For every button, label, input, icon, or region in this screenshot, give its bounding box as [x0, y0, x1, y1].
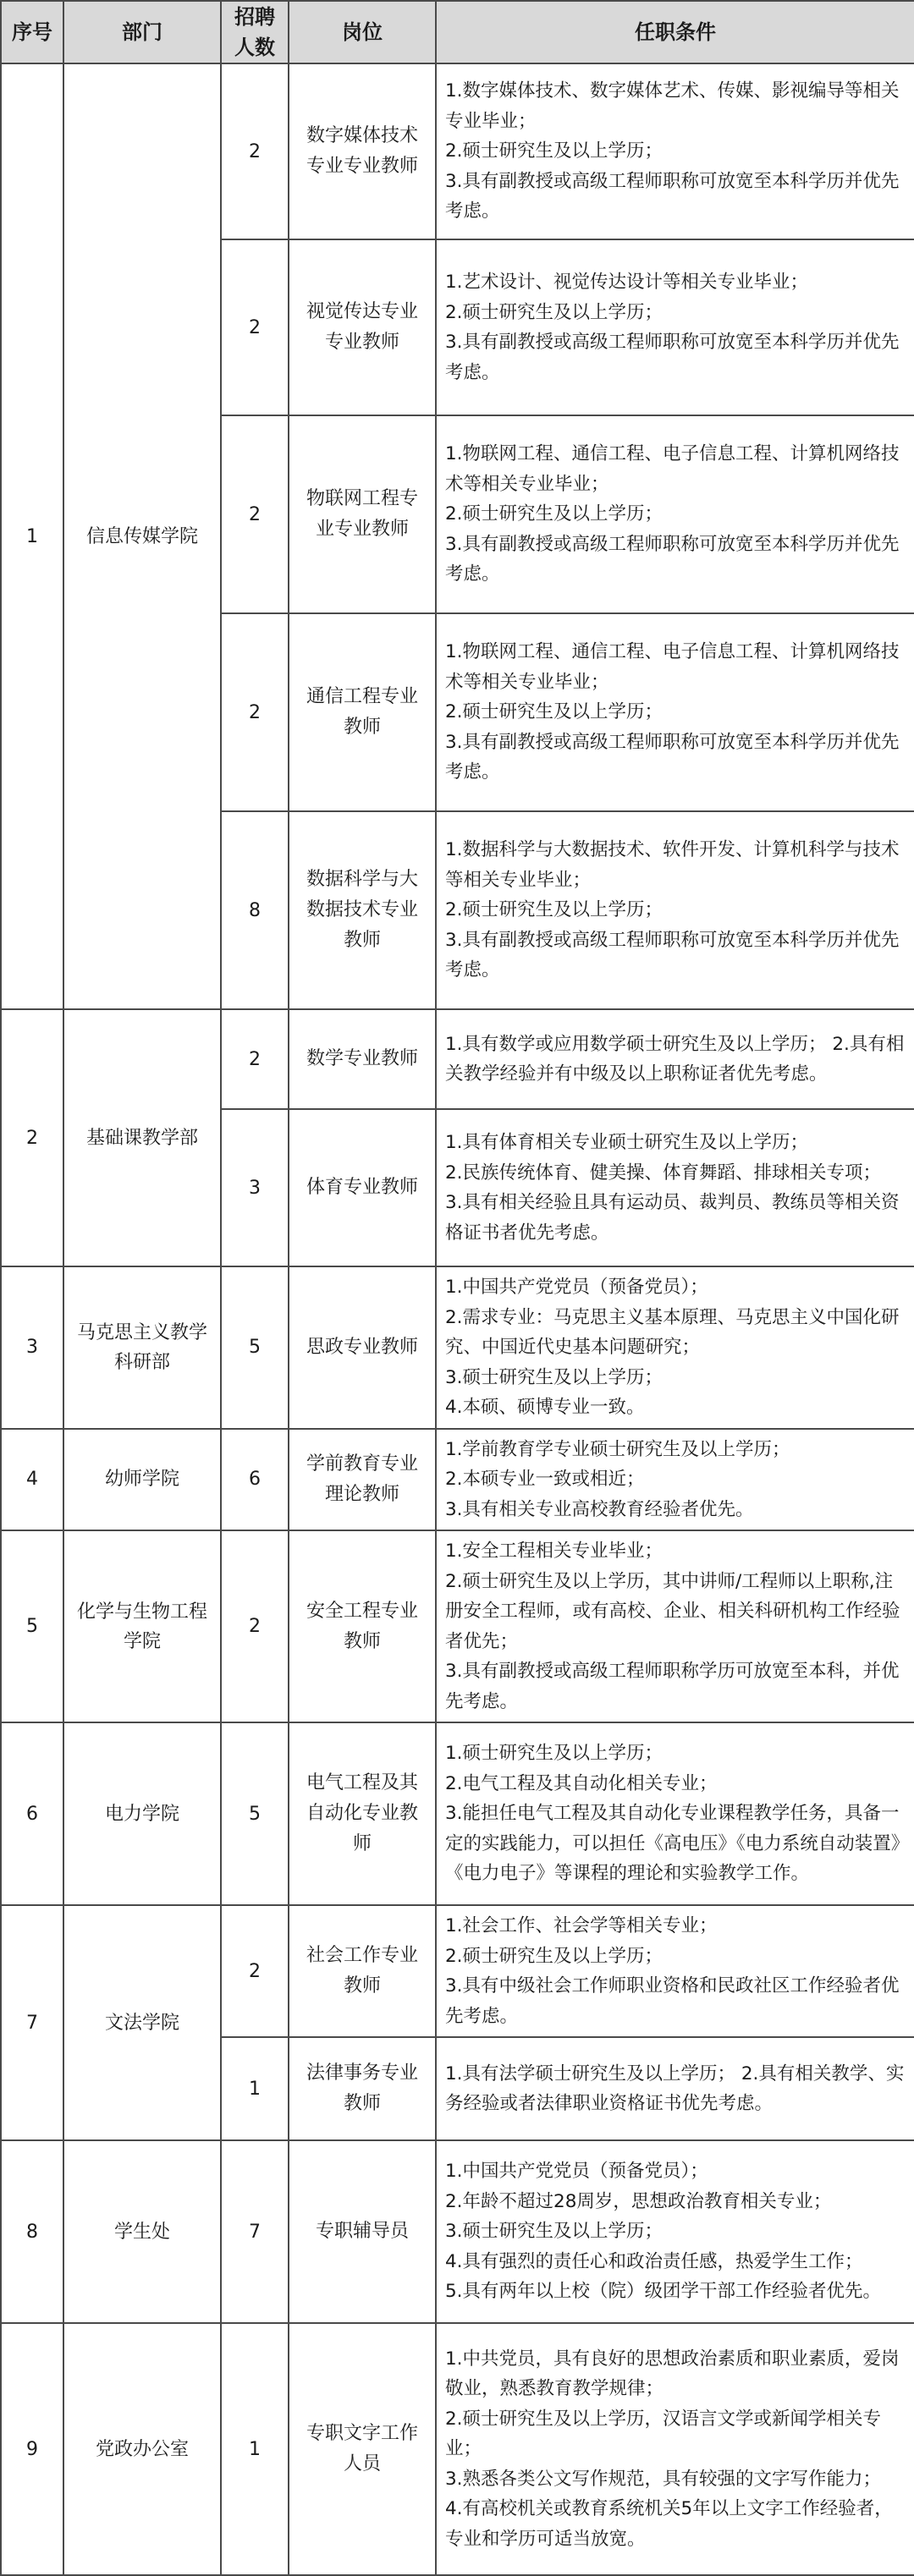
table-body	[1, 63, 914, 2575]
department-cell: 马克思主义教学科研部	[63, 1266, 221, 1429]
requirement-line: 1.具有数学或应用数学硕士研究生及以上学历； 2.具有相关教学经验并有中级及以上职称证者优先考虑。	[445, 1033, 905, 1085]
position-cell: 电气工程及其自动化专业教师	[289, 1722, 436, 1905]
requirement-line: 4.具有强烈的责任心和政治责任感，热爱学生工作；	[445, 2250, 863, 2272]
requirement-line: 1.中共党员，具有良好的思想政治素质和职业素质，爱岗敬业，熟悉教育教学规律；	[445, 2348, 900, 2400]
position-cell: 法律事务专业教师	[289, 2037, 436, 2140]
headcount-cell: 3	[221, 1109, 289, 1266]
requirement-line: 3.具有中级社会工作师职业资格和民政社区工作经验者优先考虑。	[445, 1975, 900, 2027]
requirement-line: 2.本硕专业一致或相近；	[445, 1469, 645, 1490]
requirement-line: 1.具有法学硕士研究生及以上学历； 2.具有相关教学、实务经验或者法律职业资格证书优先考虑。	[445, 2062, 905, 2114]
headcount-cell: 8	[221, 811, 289, 1009]
requirements-cell	[436, 1722, 914, 1905]
requirement-line: 1.具有体育相关专业硕士研究生及以上学历；	[445, 1132, 809, 1153]
position-cell: 数学专业教师	[289, 1009, 436, 1109]
table-row	[1, 1722, 914, 1905]
headcount-cell: 1	[221, 2323, 289, 2575]
requirement-line: 1.社会工作、社会学等相关专业；	[445, 1915, 718, 1936]
requirements-cell	[436, 1905, 914, 2037]
position-cell: 通信工程专业教师	[289, 613, 436, 811]
table-row	[1, 63, 914, 239]
requirement-line: 3.具有副教授或高级工程师职称可放宽至本科学历并优先考虑。	[445, 170, 900, 222]
department-cell: 信息传媒学院	[63, 63, 221, 1009]
requirements-cell	[436, 613, 914, 811]
row-number: 7	[1, 1905, 63, 2140]
headcount-cell: 2	[221, 415, 289, 613]
requirement-line: 2.需求专业：马克思主义基本原理、马克思主义中国化研究、中国近代史基本问题研究；	[445, 1306, 900, 1358]
requirement-line: 2.硕士研究生及以上学历；	[445, 1945, 663, 1967]
department-cell: 文法学院	[63, 1905, 221, 2140]
requirements-cell	[436, 1009, 914, 1109]
requirement-line: 4.有高校机关或教育系统机关5年以上文字工作经验者，专业和学历可适当放宽。	[445, 2498, 893, 2550]
row-number: 6	[1, 1722, 63, 1905]
headcount-cell: 7	[221, 2140, 289, 2323]
requirement-line: 2.硕士研究生及以上学历；	[445, 899, 663, 921]
requirements-cell	[436, 1429, 914, 1531]
position-cell: 视觉传达专业专业教师	[289, 239, 436, 415]
requirement-line: 3.具有相关专业高校教育经验者优先。	[445, 1498, 754, 1520]
requirement-line: 4.本硕、硕博专业一致。	[445, 1397, 645, 1418]
position-cell: 数字媒体技术专业专业教师	[289, 63, 436, 239]
header-count	[221, 1, 289, 63]
requirement-line: 3.硕士研究生及以上学历；	[445, 1366, 663, 1388]
requirement-line: 3.硕士研究生及以上学历；	[445, 2221, 663, 2243]
requirement-line: 3.具有副教授或高级工程师职称可放宽至本科学历并优先考虑。	[445, 731, 900, 783]
headcount-cell: 2	[221, 613, 289, 811]
row-number: 5	[1, 1530, 63, 1722]
headcount-cell: 6	[221, 1429, 289, 1531]
position-cell: 思政专业教师	[289, 1266, 436, 1429]
requirements-cell	[436, 2323, 914, 2575]
requirements-cell	[436, 415, 914, 613]
table-row	[1, 1009, 914, 1109]
requirement-line: 2.硕士研究生及以上学历；	[445, 503, 663, 525]
requirements-cell	[436, 1109, 914, 1266]
department-cell: 化学与生物工程学院	[63, 1530, 221, 1722]
requirement-line: 1.安全工程相关专业毕业；	[445, 1541, 663, 1562]
requirement-line: 1.学前教育学专业硕士研究生及以上学历；	[445, 1438, 790, 1460]
requirement-line: 2.硕士研究生及以上学历；	[445, 140, 663, 162]
requirements-cell	[436, 239, 914, 415]
position-cell: 学前教育专业理论教师	[289, 1429, 436, 1531]
department-cell: 党政办公室	[63, 2323, 221, 2575]
table-row	[1, 1905, 914, 2037]
row-number: 3	[1, 1266, 63, 1429]
department-cell: 基础课教学部	[63, 1009, 221, 1266]
department-cell: 幼师学院	[63, 1429, 221, 1531]
header-count-line1: 招聘	[234, 5, 275, 29]
requirement-line: 2.硕士研究生及以上学历，汉语言文学或新闻学相关专业；	[445, 2408, 882, 2460]
headcount-cell: 5	[221, 1266, 289, 1429]
headcount-cell: 2	[221, 1530, 289, 1722]
table-row	[1, 1530, 914, 1722]
headcount-cell: 2	[221, 1009, 289, 1109]
requirements-cell	[436, 811, 914, 1009]
requirement-line: 1.物联网工程、通信工程、电子信息工程、计算机网络技术等相关专业毕业；	[445, 443, 900, 495]
requirement-line: 1.数字媒体技术、数字媒体艺术、传媒、影视编导等相关专业毕业；	[445, 80, 900, 132]
requirement-line: 2.年龄不超过28周岁，思想政治教育相关专业；	[445, 2190, 832, 2212]
position-cell: 体育专业教师	[289, 1109, 436, 1266]
row-number: 1	[1, 63, 63, 1009]
row-number: 4	[1, 1429, 63, 1531]
department-cell: 电力学院	[63, 1722, 221, 1905]
header-requirements: 任职条件	[436, 1, 914, 63]
requirement-line: 3.具有副教授或高级工程师职称可放宽至本科学历并优先考虑。	[445, 533, 900, 585]
row-number: 2	[1, 1009, 63, 1266]
requirements-cell	[436, 1266, 914, 1429]
position-cell: 物联网工程专业专业教师	[289, 415, 436, 613]
requirement-line: 2.硕士研究生及以上学历，其中讲师/工程师以上职称,注册安全工程师，或有高校、企业、相关科研机构工作经验者优先；	[445, 1570, 900, 1652]
table-row	[1, 1266, 914, 1429]
requirement-line: 3.具有相关经验且具有运动员、裁判员、教练员等相关资格证书者优先考虑。	[445, 1192, 900, 1244]
requirement-line: 2.民族传统体育、健美操、体育舞蹈、排球相关专项；	[445, 1162, 882, 1184]
requirement-line: 1.艺术设计、视觉传达设计等相关专业毕业；	[445, 272, 809, 293]
position-cell: 专职辅导员	[289, 2140, 436, 2323]
department-cell: 学生处	[63, 2140, 221, 2323]
position-cell: 社会工作专业教师	[289, 1905, 436, 2037]
headcount-cell: 2	[221, 239, 289, 415]
headcount-cell: 5	[221, 1722, 289, 1905]
requirement-line: 3.熟悉各类公文写作规范，具有较强的文字写作能力；	[445, 2468, 882, 2490]
headcount-cell: 1	[221, 2037, 289, 2140]
requirement-line: 5.具有两年以上校（院）级团学干部工作经验者优先。	[445, 2281, 882, 2303]
requirements-cell	[436, 63, 914, 239]
table-row	[1, 2140, 914, 2323]
row-number: 9	[1, 2323, 63, 2575]
requirements-cell	[436, 2140, 914, 2323]
requirement-line: 3.能担任电气工程及其自动化专业课程教学任务，具备一定的实践能力，可以担任《高电压》《电力系统自动装置》《电力电子》等课程的理论和实验教学工作。	[445, 1803, 900, 1885]
requirement-line: 3.具有副教授或高级工程师职称可放宽至本科学历并优先考虑。	[445, 929, 900, 981]
header-count-line2: 人数	[234, 36, 275, 59]
row-number: 8	[1, 2140, 63, 2323]
headcount-cell: 2	[221, 63, 289, 239]
requirements-cell	[436, 1530, 914, 1722]
requirement-line: 1.物联网工程、通信工程、电子信息工程、计算机网络技术等相关专业毕业；	[445, 641, 900, 693]
header-no: 序号	[1, 1, 63, 63]
requirement-line: 2.硕士研究生及以上学历；	[445, 301, 663, 323]
requirement-line: 3.具有副教授或高级工程师职称学历可放宽至本科，并优先考虑。	[445, 1661, 900, 1712]
header-row	[1, 1, 914, 63]
requirement-line: 3.具有副教授或高级工程师职称可放宽至本科学历并优先考虑。	[445, 332, 900, 383]
header-position: 岗位	[289, 1, 436, 63]
position-cell: 专职文字工作人员	[289, 2323, 436, 2575]
table-row	[1, 2323, 914, 2575]
requirement-line: 1.中国共产党党员（预备党员）；	[445, 2161, 708, 2183]
position-cell: 数据科学与大数据技术专业教师	[289, 811, 436, 1009]
position-cell: 安全工程专业教师	[289, 1530, 436, 1722]
requirement-line: 2.硕士研究生及以上学历；	[445, 701, 663, 723]
table-row	[1, 1429, 914, 1531]
requirement-line: 1.硕士研究生及以上学历；	[445, 1743, 663, 1765]
requirement-line: 1.中国共产党党员（预备党员）；	[445, 1277, 708, 1298]
requirement-line: 2.电气工程及其自动化相关专业；	[445, 1772, 718, 1794]
headcount-cell: 2	[221, 1905, 289, 2037]
header-dept: 部门	[63, 1, 221, 63]
requirements-cell	[436, 2037, 914, 2140]
requirement-line: 1.数据科学与大数据技术、软件开发、计算机科学与技术等相关专业毕业；	[445, 839, 900, 891]
